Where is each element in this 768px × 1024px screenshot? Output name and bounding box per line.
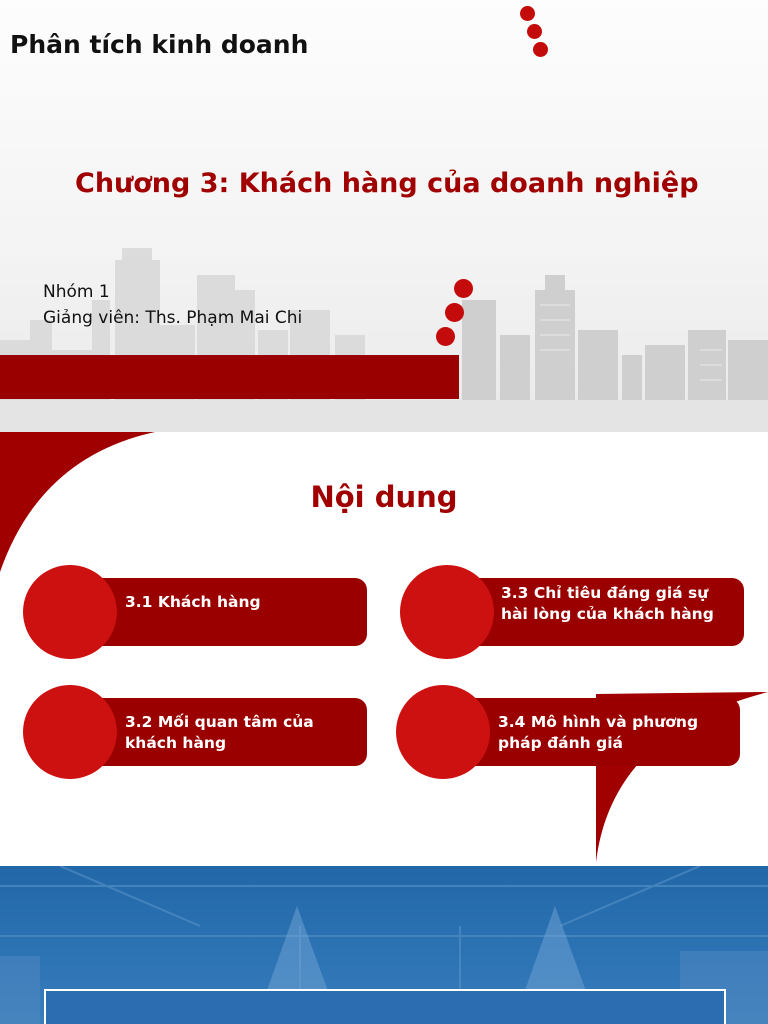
item-circle: [400, 565, 494, 659]
city-skyline-image: [0, 230, 768, 432]
contents-item-3-3[interactable]: [400, 565, 746, 665]
decorative-dot: [527, 24, 542, 39]
content-frame: [44, 989, 726, 1024]
chapter-title: Chương 3: Khách hàng của doanh nghiệp: [75, 168, 699, 199]
item-label: 3.2 Mối quan tâm của khách hàng: [125, 713, 314, 752]
contents-item-3-2[interactable]: [23, 685, 369, 785]
decorative-dot: [454, 279, 473, 298]
accent-bar: [0, 355, 459, 399]
item-label: 3.1 Khách hàng: [125, 593, 261, 611]
item-circle: [23, 565, 117, 659]
item-label: 3.4 Mô hình và phương pháp đánh giá: [498, 713, 699, 752]
item-label: 3.3 Chỉ tiêu đáng giá sự hài lòng của khách hàng: [501, 584, 714, 623]
decorative-dot: [445, 303, 464, 322]
decorative-dot: [520, 6, 535, 21]
item-circle: [396, 685, 490, 779]
item-circle: [23, 685, 117, 779]
presenter-info: [43, 279, 302, 331]
next-slide-preview: [0, 866, 768, 1024]
lecturer-name: Giảng viên: Ths. Phạm Mai Chi: [43, 308, 303, 328]
group-name: Nhóm 1: [43, 282, 110, 302]
contents-item-3-1[interactable]: [23, 565, 369, 665]
title-slide: [0, 0, 768, 432]
contents-item-3-4[interactable]: [396, 685, 742, 785]
decorative-dot: [436, 327, 455, 346]
contents-slide: [0, 432, 768, 866]
section-title: Nội dung: [310, 480, 458, 514]
decorative-dot: [533, 42, 548, 57]
course-title: Phân tích kinh doanh: [10, 30, 309, 59]
